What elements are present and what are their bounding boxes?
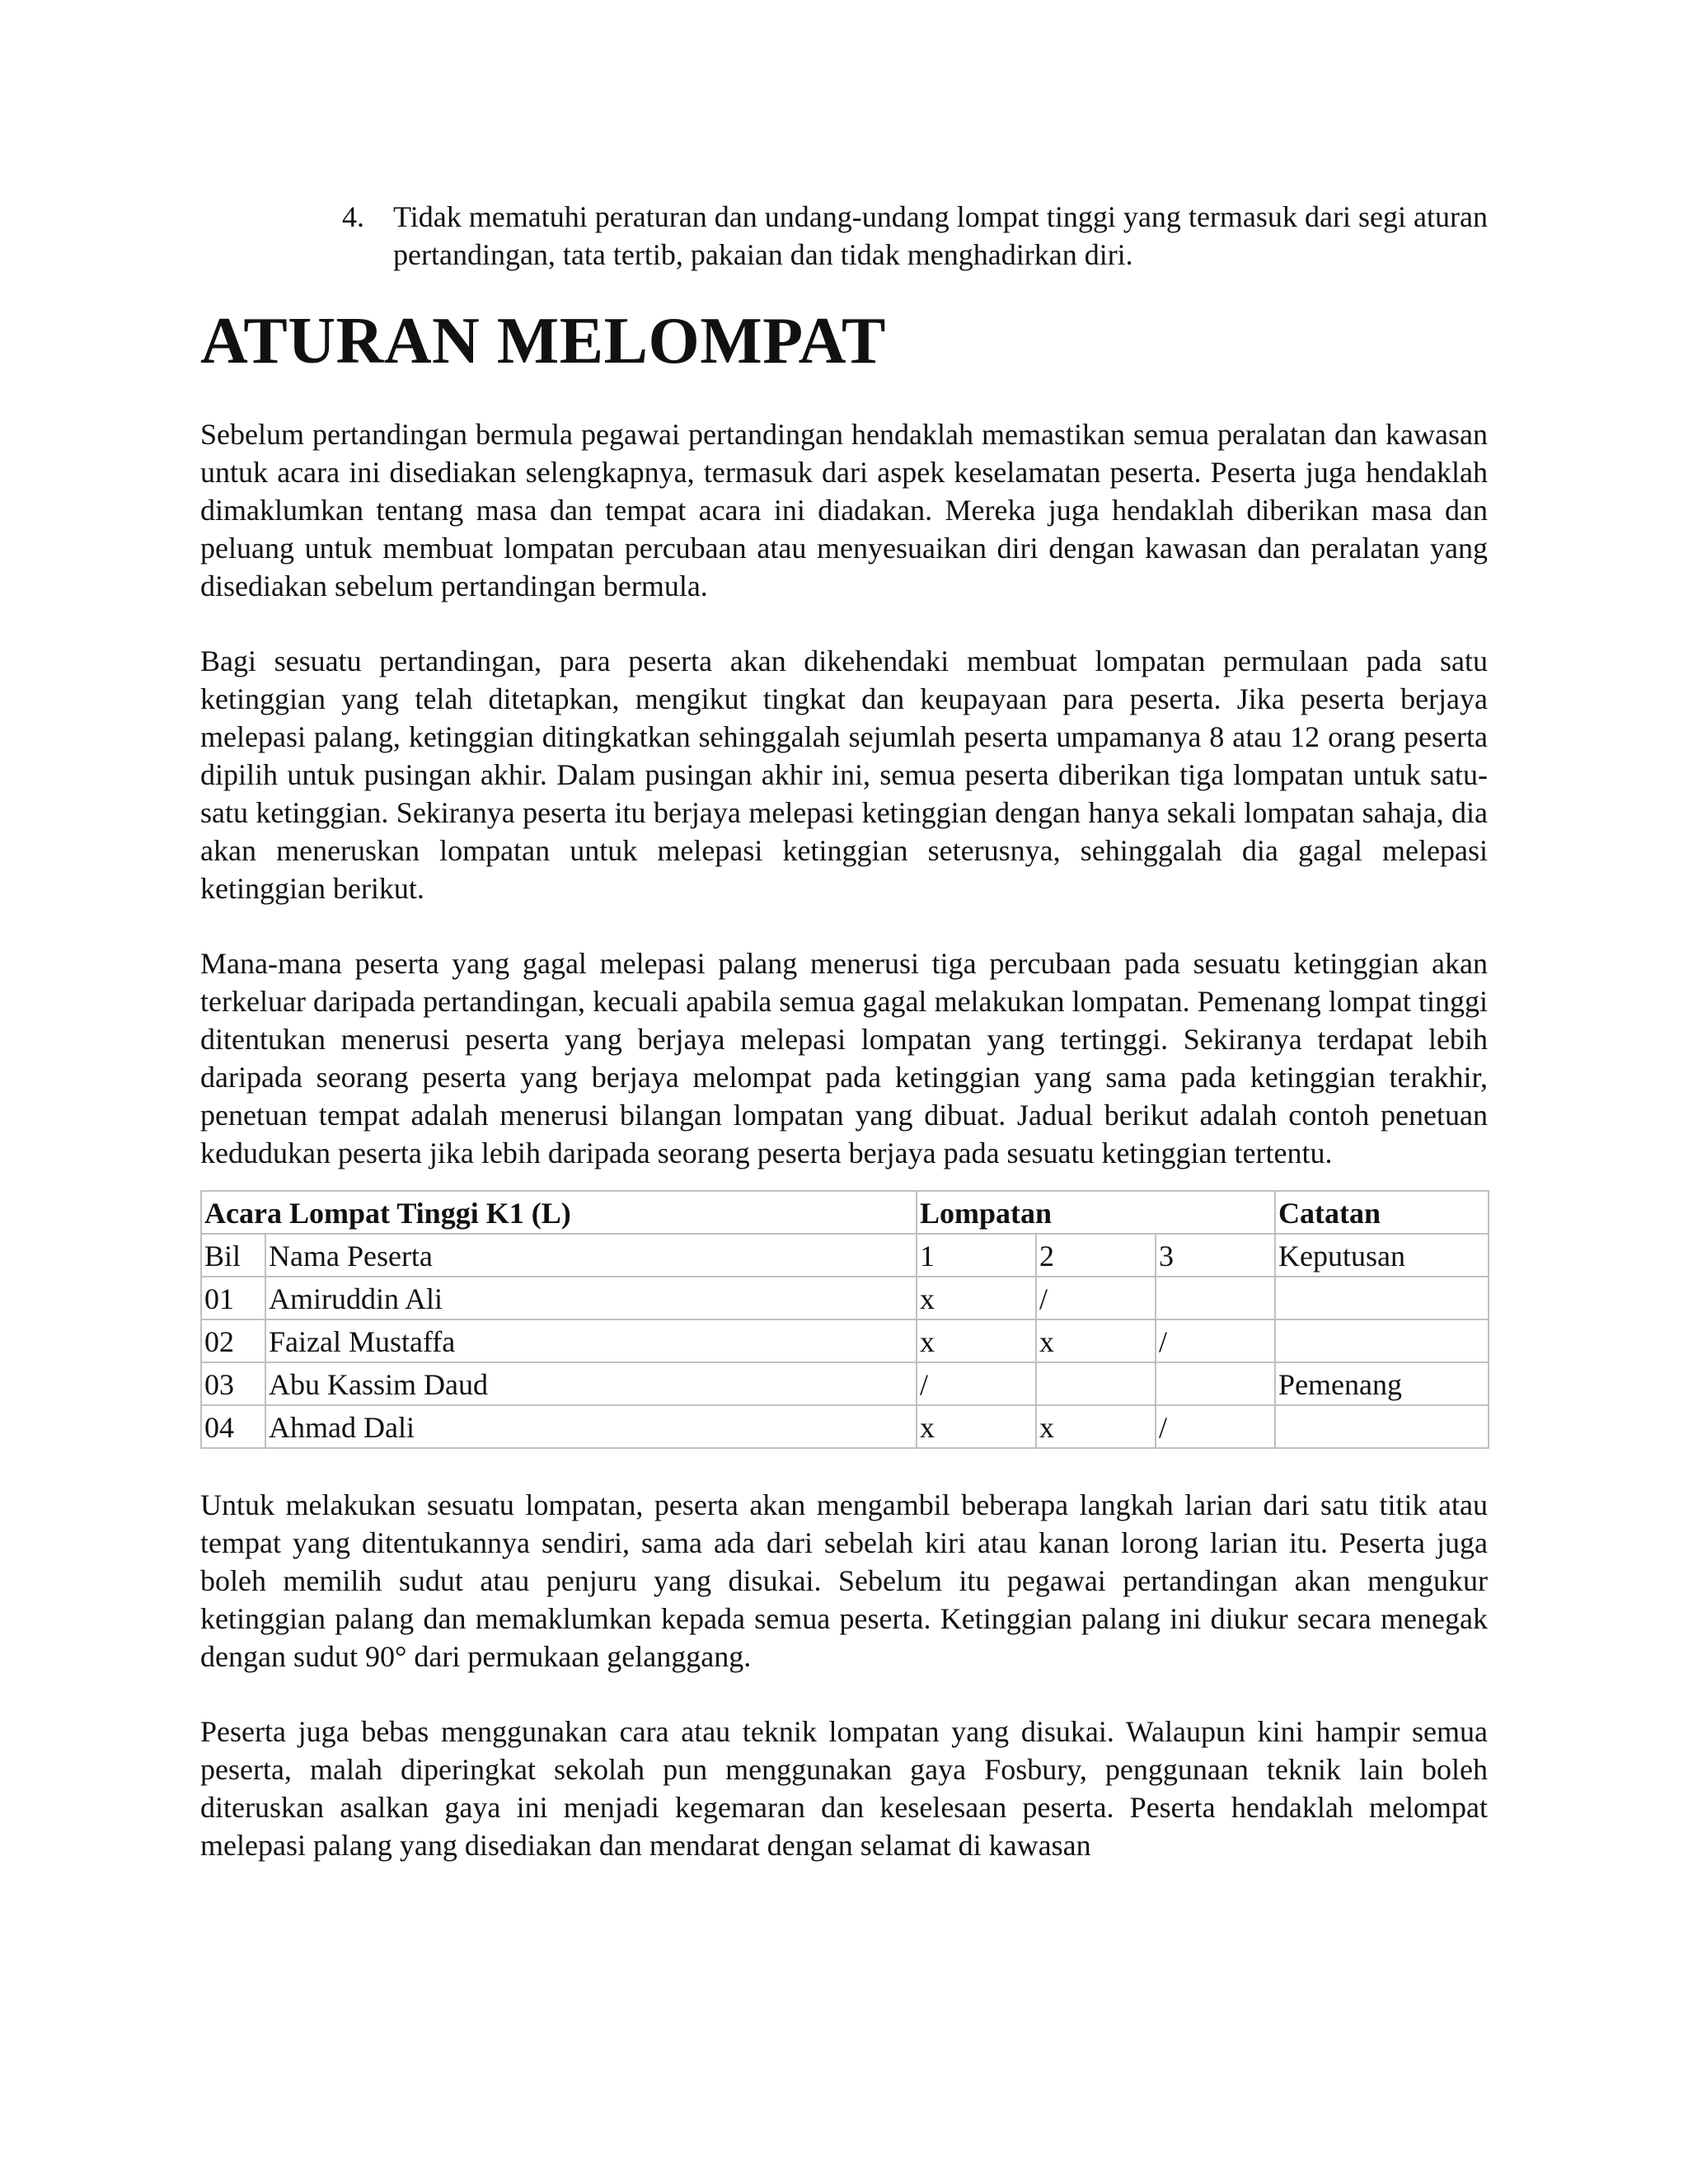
table-cell: x bbox=[1036, 1319, 1156, 1362]
paragraph-1: Sebelum pertandingan bermula pegawai pertandingan hendaklah memastikan semua peralatan dan kawasan untuk acara ini disediakan selengkapnya, termasuk dari aspek keselamatan peserta. Peserta juga hendaklah dimaklumkan tentang masa dan tempat acara ini diadakan. Mereka juga hendaklah diberikan masa dan peluang untuk membuat lompatan percubaan atau menyesuaikan diri dengan kawasan dan peralatan yang disediakan sebelum pertandingan bermula. bbox=[200, 418, 1488, 602]
paragraph-3: Mana-mana peserta yang gagal melepasi palang menerusi tiga percubaan pada sesuatu ketinggian akan terkeluar daripada pertandingan, kecuali apabila semua gagal melakukan lompatan. Pemenang lompat tinggi ditentukan menerusi peserta yang berjaya melepasi lompatan yang tertinggi. Sekiranya terdapat lebih daripada seorang peserta yang berjaya melompat pada ketinggian yang sama pada ketinggian terakhir, penetuan tempat adalah menerusi bilangan lompatan yang dibuat. Jadual berikut adalah contoh penetuan kedudukan peserta jika lebih daripada seorang peserta berjaya pada sesuatu ketinggian tertentu. bbox=[200, 947, 1488, 1169]
table-subheader-cell: 3 bbox=[1156, 1234, 1275, 1277]
table-row bbox=[201, 1319, 1489, 1362]
table-cell bbox=[1275, 1319, 1489, 1362]
table-cell bbox=[1036, 1362, 1156, 1405]
table-cell: x bbox=[1036, 1405, 1156, 1448]
paragraph-5: Peserta juga bebas menggunakan cara atau teknik lompatan yang disukai. Walaupun kini hampir semua peserta, malah diperingkat sekolah pun menggunakan gaya Fosbury, penggunaan teknik lain boleh diteruskan asalkan gaya ini menjadi kegemaran dan keselesaan peserta. Peserta hendaklah melompat melepasi palang yang disediakan dan mendarat dengan selamat di kawasan bbox=[200, 1715, 1488, 1862]
table-cell: x bbox=[917, 1277, 1036, 1319]
table-header-event: Acara Lompat Tinggi K1 (L) bbox=[201, 1191, 917, 1234]
section-heading: ATURAN MELOMPAT bbox=[200, 305, 886, 377]
table-cell: x bbox=[917, 1319, 1036, 1362]
table-cell: / bbox=[1036, 1277, 1156, 1319]
table-cell: 04 bbox=[201, 1405, 265, 1448]
table-cell: x bbox=[917, 1405, 1036, 1448]
paragraph-4: Untuk melakukan sesuatu lompatan, peserta akan mengambil beberapa langkah larian dari satu titik atau tempat yang ditentukannya sendiri, sama ada dari sebelah kiri atau kanan lorong larian itu. Peserta juga boleh memilih sudut atau penjuru yang disukai. Sebelum itu pegawai pertandingan akan mengukur ketinggian palang dan memaklumkan kepada semua peserta. Ketinggian palang ini diukur secara menegak dengan sudut 90° dari permukaan gelanggang. bbox=[200, 1488, 1488, 1673]
table-cell: Amiruddin Ali bbox=[265, 1277, 917, 1319]
table-cell bbox=[1156, 1362, 1275, 1405]
table-subheader-cell: Keputusan bbox=[1275, 1234, 1489, 1277]
page-content bbox=[200, 198, 1488, 1864]
numbered-list-item bbox=[200, 198, 1488, 274]
table-subheader-cell: 1 bbox=[917, 1234, 1036, 1277]
table-row bbox=[201, 1277, 1489, 1319]
table-cell bbox=[1275, 1277, 1489, 1319]
table-cell: / bbox=[1156, 1405, 1275, 1448]
table-row bbox=[201, 1362, 1489, 1405]
table-header-attempts: Lompatan bbox=[917, 1191, 1275, 1234]
table-subheader-row bbox=[201, 1234, 1489, 1277]
list-item-number: 4. bbox=[342, 200, 364, 233]
table-subheader-cell: 2 bbox=[1036, 1234, 1156, 1277]
table-cell: 03 bbox=[201, 1362, 265, 1405]
table-cell bbox=[1275, 1405, 1489, 1448]
table-cell: Ahmad Dali bbox=[265, 1405, 917, 1448]
table-row bbox=[201, 1405, 1489, 1448]
table-cell: / bbox=[917, 1362, 1036, 1405]
table-cell: 01 bbox=[201, 1277, 265, 1319]
table-cell: Faizal Mustaffa bbox=[265, 1319, 917, 1362]
table-cell: Pemenang bbox=[1275, 1362, 1489, 1405]
table-subheader-cell: Nama Peserta bbox=[265, 1234, 917, 1277]
results-table bbox=[200, 1190, 1489, 1449]
list-item-text: Tidak mematuhi peraturan dan undang-undang lompat tinggi yang termasuk dari segi aturan pertandingan, tata tertib, pakaian dan tidak menghadirkan diri. bbox=[393, 200, 1488, 271]
table-header-row bbox=[201, 1191, 1489, 1234]
table-subheader-cell: Bil bbox=[201, 1234, 265, 1277]
table-cell: / bbox=[1156, 1319, 1275, 1362]
table-header-notes: Catatan bbox=[1275, 1191, 1489, 1234]
table-cell: Abu Kassim Daud bbox=[265, 1362, 917, 1405]
table-cell: 02 bbox=[201, 1319, 265, 1362]
paragraph-2: Bagi sesuatu pertandingan, para peserta akan dikehendaki membuat lompatan permulaan pada satu ketinggian yang telah ditetapkan, mengikut tingkat dan keupayaan para peserta. Jika peserta berjaya melepasi palang, ketinggian ditingkatkan sehinggalah sejumlah peserta umpamanya 8 atau 12 orang peserta dipilih untuk pusingan akhir. Dalam pusingan akhir ini, semua peserta diberikan tiga lompatan untuk satu-satu ketinggian. Sekiranya peserta itu berjaya melepasi ketinggian dengan hanya sekali lompatan sahaja, dia akan meneruskan lompatan untuk melepasi ketinggian seterusnya, sehinggalah dia gagal melepasi ketinggian berikut. bbox=[200, 644, 1488, 905]
table-cell bbox=[1156, 1277, 1275, 1319]
